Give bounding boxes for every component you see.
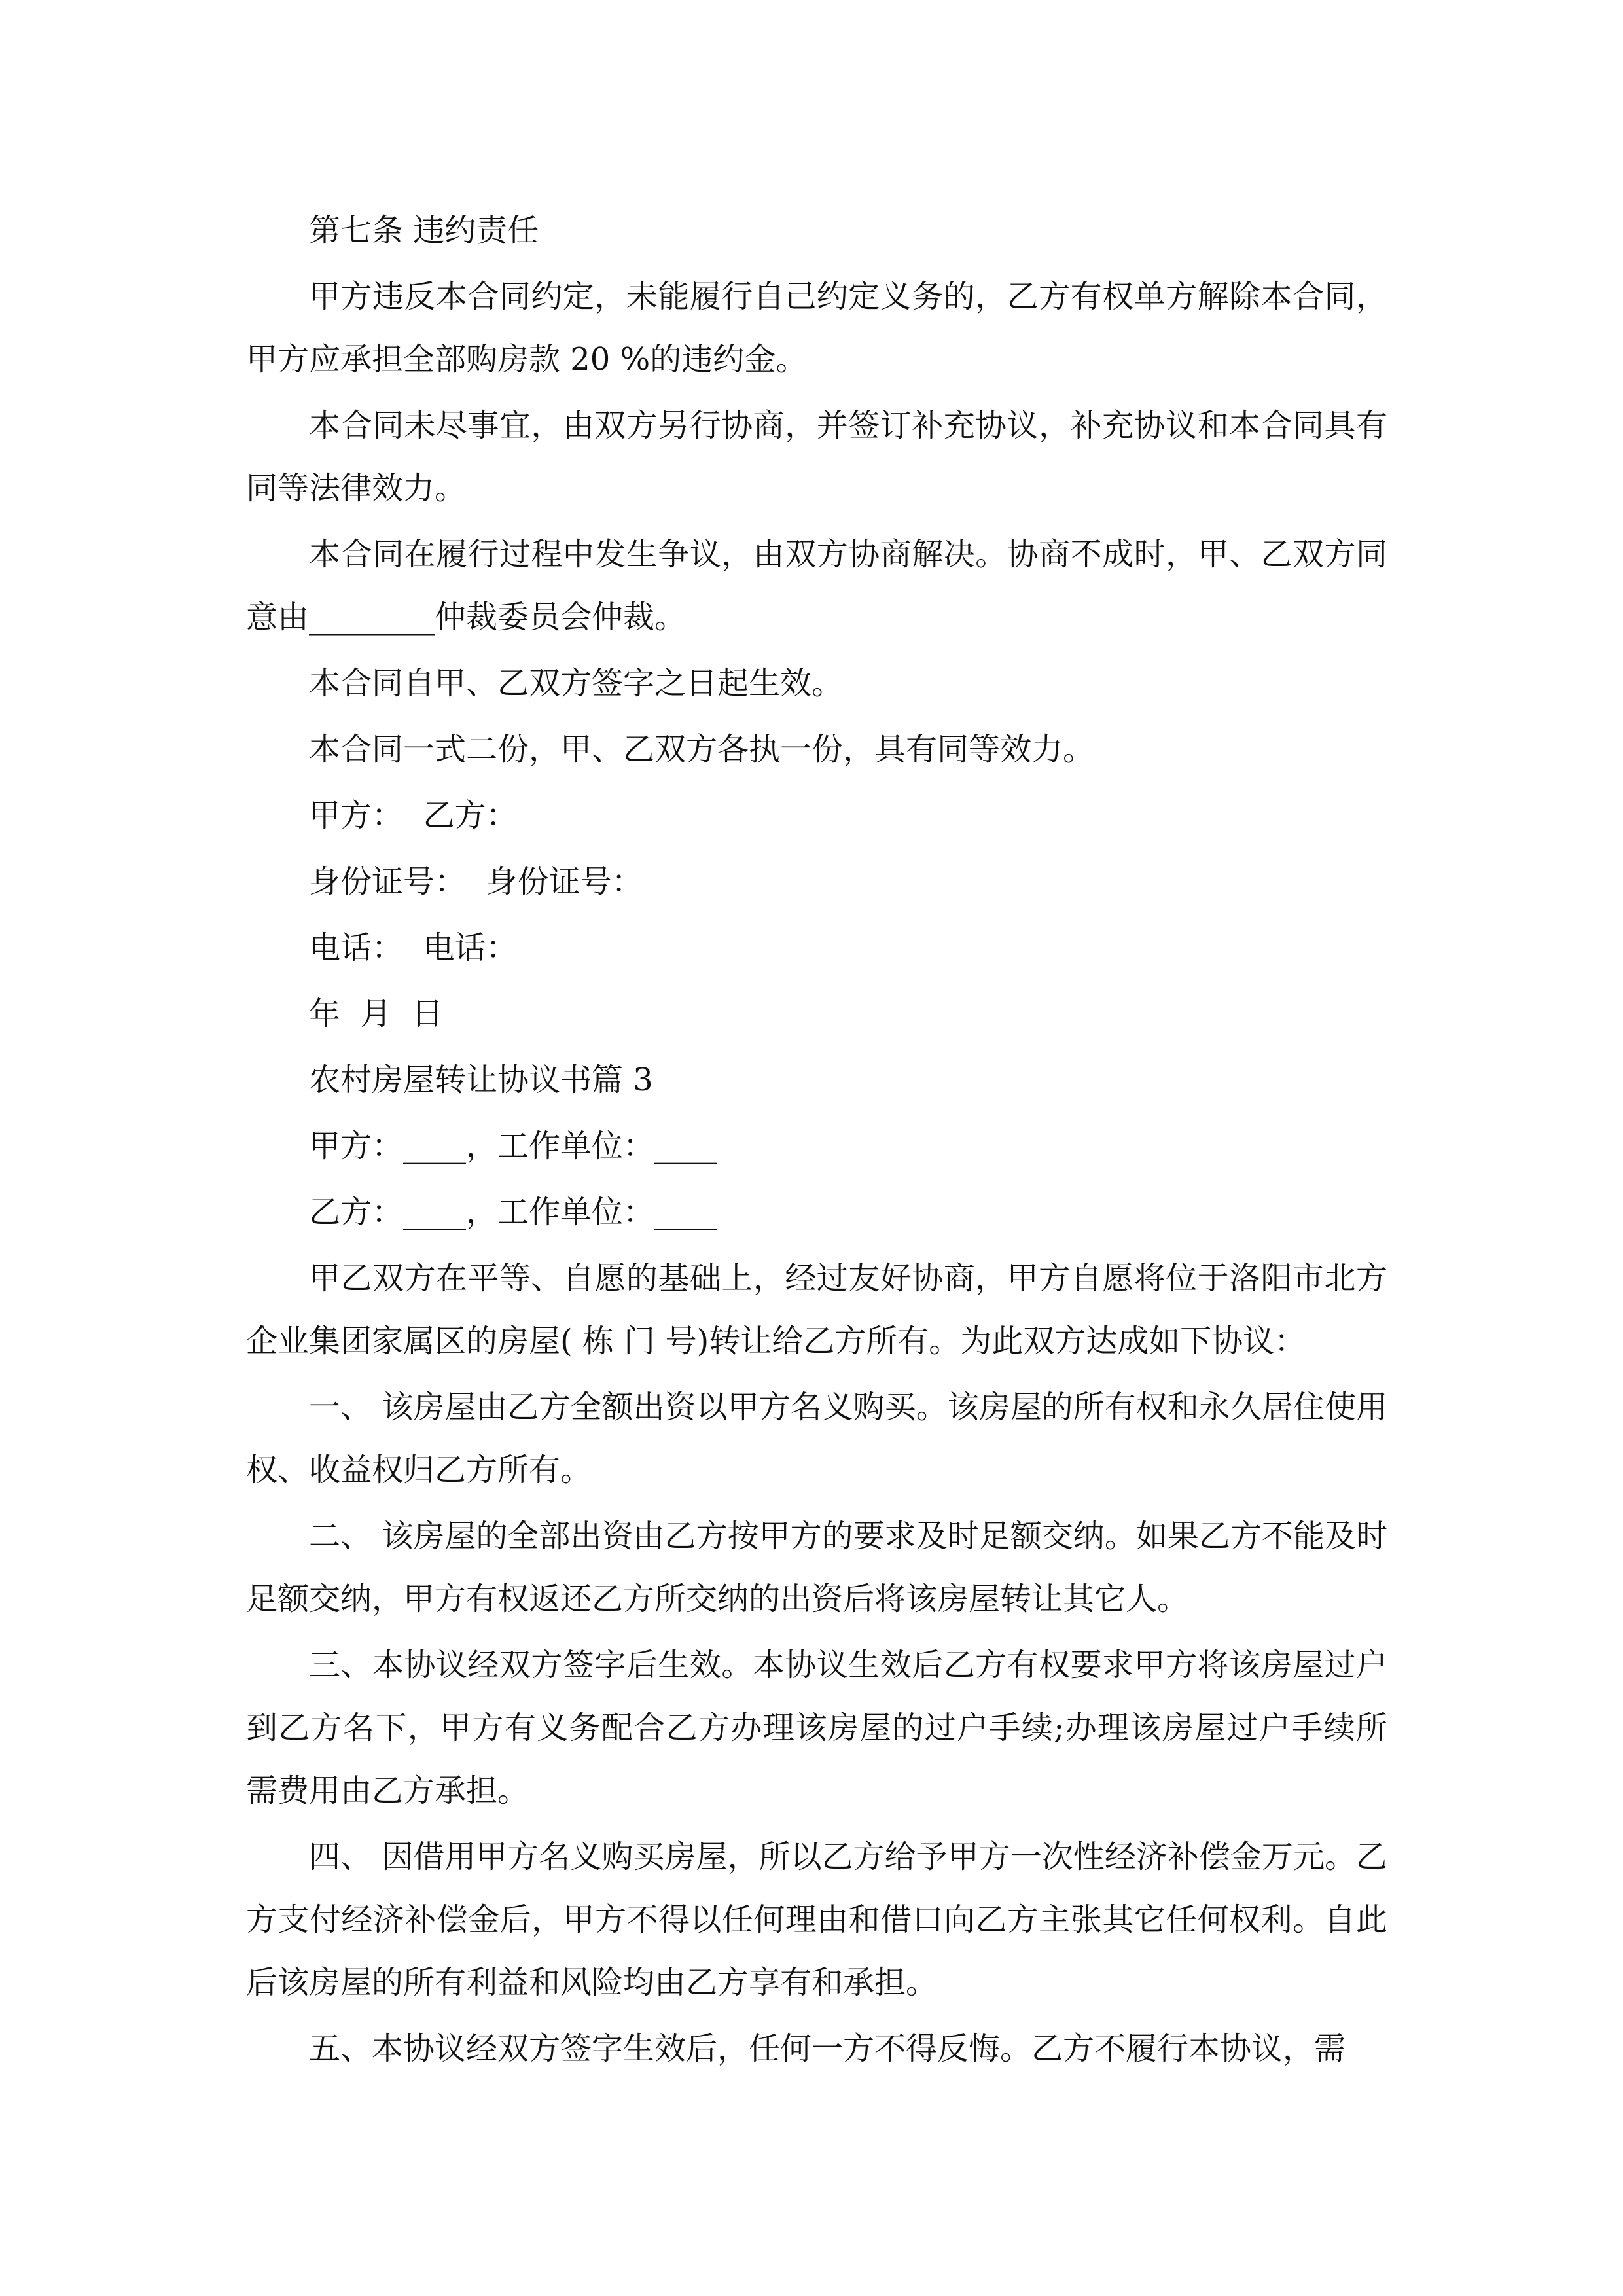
paragraph: 本合同在履行过程中发生争议，由双方协商解决。协商不成时，甲、乙双方同意由________仲裁委员会仲裁。 xyxy=(246,536,1387,636)
clause-2: 二、 该房屋的全部出资由乙方按甲方的要求及时足额交纳。如果乙方不能及时足额交纳，甲方有权返还乙方所交纳的出资后将该房屋转让其它人。 xyxy=(246,1518,1387,1617)
section-title: 农村房屋转让协议书篇 3 xyxy=(309,1062,653,1098)
paragraph: 本合同一式二份，甲、乙双方各执一份，具有同等效力。 xyxy=(309,731,1095,768)
party-b-line: 乙方：____，工作单位：____ xyxy=(309,1194,718,1230)
article-heading: 第七条 违约责任 xyxy=(309,212,539,249)
paragraph: 本合同自甲、乙双方签字之日起生效。 xyxy=(309,665,844,702)
signature-party-line: 甲方： 乙方： xyxy=(309,797,518,834)
signature-id-line: 身份证号： 身份证号： xyxy=(309,863,643,900)
paragraph: 甲乙双方在平等、自愿的基础上，经过友好协商，甲方自愿将位于洛阳市北方企业集团家属区的房屋( 栋 门 号)转让给乙方所有。为此双方达成如下协议： xyxy=(246,1260,1387,1359)
clause-5: 五、本协议经双方签字生效后，任何一方不得反悔。乙方不履行本协议，需 xyxy=(309,2030,1346,2067)
clause-4: 四、 因借用甲方名义购买房屋，所以乙方给予甲方一次性经济补偿金万元。乙方支付经济补偿金后，甲方不得以任何理由和借口向乙方主张其它任何权利。自此后该房屋的所有利益和风险均由乙方享有和承担。 xyxy=(246,1839,1387,2001)
paragraph: 甲方违反本合同约定，未能履行自己约定义务的，乙方有权单方解除本合同，甲方应承担全部购房款 20 %的违约金。 xyxy=(246,278,1387,378)
signature-phone-line: 电话： 电话： xyxy=(309,929,518,966)
signature-date-line: 年 月 日 xyxy=(309,996,444,1032)
clause-1: 一、 该房屋由乙方全额出资以甲方名义购买。该房屋的所有权和永久居住使用权、收益权归乙方所有。 xyxy=(246,1389,1387,1488)
paragraph: 本合同未尽事宜，由双方另行协商，并签订补充协议，补充协议和本合同具有同等法律效力。 xyxy=(246,407,1387,507)
clause-3: 三、本协议经双方签字后生效。本协议生效后乙方有权要求甲方将该房屋过户到乙方名下，甲方有义务配合乙方办理该房屋的过户手续;办理该房屋过户手续所需费用由乙方承担。 xyxy=(246,1647,1387,1809)
party-a-line: 甲方：____，工作单位：____ xyxy=(309,1128,718,1164)
document-body xyxy=(246,199,1387,2083)
